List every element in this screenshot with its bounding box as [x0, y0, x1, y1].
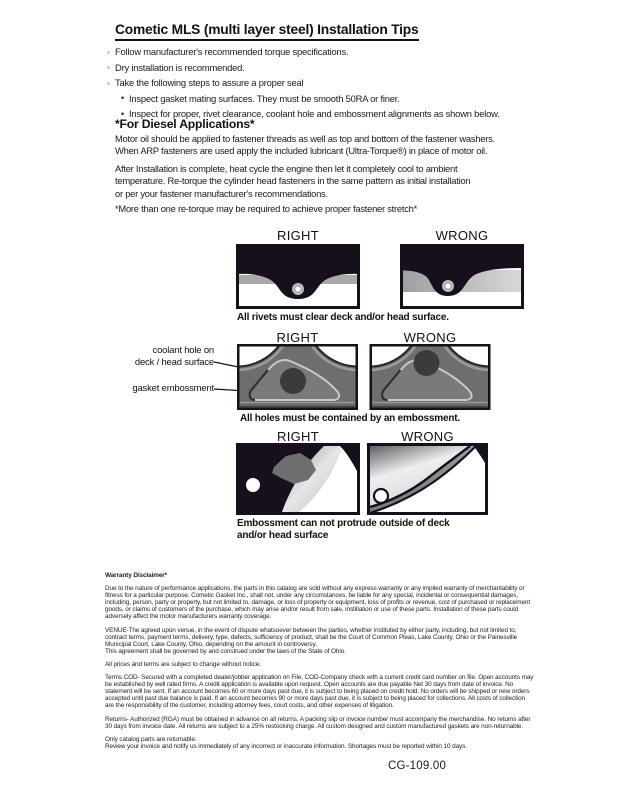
text-line: When ARP fasteners are used apply the included lubricant (Ultra-Torque®) in place of motor oil. — [115, 145, 488, 157]
bolt-hole — [246, 478, 260, 492]
caption-line: and/or head surface — [237, 530, 329, 541]
text-line: After Installation is complete, heat cycle the engine then let it completely cool to ambient — [115, 163, 458, 174]
filled-bullet-marker: • — [121, 108, 124, 119]
page-title: Cometic MLS (multi layer steel) Installation Tips — [115, 22, 419, 41]
text-line: Only catalog parts are returnable. — [105, 735, 197, 743]
coolant-hole — [414, 350, 440, 376]
deck-white — [403, 292, 521, 306]
text-line: Returns- Authorized (RGA) must be obtained in advance on all returns. A packing slip or invoice number must accompany the merchandise. No returns after — [105, 715, 531, 723]
diagram-embossment-right — [237, 344, 358, 410]
coolant-hole-callout — [118, 345, 214, 368]
tip-text: Follow manufacturer's recommended torque specifications. — [115, 46, 349, 57]
text-line: are the responsibility of the customer, including attorney fees, court costs, and other expenses of litigation. — [105, 702, 394, 710]
row2-caption: All holes must be contained by an embossment. — [240, 413, 460, 424]
row3-wrong-label: WRONG — [401, 429, 454, 444]
filled-bullet-marker: • — [121, 93, 124, 103]
text-line: 30 days from invoice date. All returns are subject to a 25% restocking charge. All custom designed and custom manufactured gaskets are non-returnable. — [105, 722, 524, 730]
row1-wrong-label: WRONG — [435, 228, 489, 243]
diesel-paragraph-2 — [115, 163, 470, 200]
legal-paragraph-terms — [105, 674, 542, 709]
row1-caption: All rivets must clear deck and/or head surface. — [237, 312, 449, 323]
tip-item — [107, 75, 500, 91]
text-line: accepted until past due balance is paid. If an account becomes 90 or more days past due, it is subject to being placed for collections. All costs of collection — [105, 695, 525, 703]
retorque-note: *More than one re-torque may be required to achieve proper fastener stretch* — [115, 203, 418, 214]
legal-paragraph-warranty — [105, 585, 542, 620]
open-bullet-marker: ◦ — [107, 63, 110, 72]
page-code: CG-109.00 — [388, 760, 447, 772]
text-line: Motor oil should be applied to fastener threads as well as top and bottom of the fastener washers. — [115, 133, 495, 144]
text-line: or per your fastener manufacturer's recommendations. — [115, 187, 328, 199]
row3-caption — [237, 518, 450, 542]
text-line: VENUE-The agreed upon venue, in the event of dispute whatsoever between the parties, whether instituted by either party, including, but not limited to, — [105, 626, 517, 634]
text-line: Review your invoice and notify us immediately of any incorrect or inaccurate information. Shortages must be reported within 10 days. — [105, 742, 467, 750]
row3-right-label: RIGHT — [277, 429, 319, 444]
text-line: Municipal Court, Lake County, Ohio, depending on the amount in controversy. — [105, 640, 317, 648]
bolt-hole — [374, 489, 388, 503]
rivet-center — [295, 286, 301, 292]
diagram-protrusion-right — [236, 443, 360, 515]
legal-paragraph-venue — [105, 627, 542, 655]
gasket-embossment-callout: gasket embossment — [132, 383, 214, 394]
tip-text: Inspect gasket mating surfaces. They must be smooth 50RA or finer. — [129, 92, 400, 104]
coolant-hole — [280, 368, 306, 394]
tip-item — [107, 60, 500, 76]
tip-item — [107, 44, 500, 60]
diagram-rivet-wrong — [400, 244, 524, 309]
diesel-section-heading: *For Diesel Applications* — [115, 117, 255, 131]
tip-text: Dry installation is recommended. — [115, 61, 245, 73]
row2-wrong-label: WRONG — [403, 330, 457, 345]
legal-paragraph-returns — [105, 716, 542, 730]
row1-right-label: RIGHT — [277, 228, 319, 243]
diesel-paragraph-1 — [115, 133, 495, 158]
legal-paragraph-catalog — [105, 736, 542, 750]
callout-text: coolant hole on — [152, 345, 214, 356]
text-line: contract terms, payment terms, delivery, type, defects, sufficiency of product, shall be the Court of Common Pleas, Lake County, Ohio or the Painesville — [105, 633, 518, 641]
warranty-heading: Warranty Disclaimer* — [105, 572, 168, 579]
open-bullet-marker: ◦ — [107, 47, 110, 57]
callout-text: deck / head surface — [134, 356, 214, 368]
text-line: Due to the nature of performance applications, the parts in this catalog are sold without any express warranty or any implied warranty of merchantability or — [105, 585, 525, 593]
text-line: Terms COD- Secured with a completed dealer/jobber application on File, COD-Company check with a current credit card number on file. Open accounts may — [105, 674, 534, 682]
caption-line: Embossment can not protrude outside of deck — [237, 518, 450, 529]
text-line: be established by well rated firms. A credit application is available upon request. Open accounts are due payable Net 30 days from date of invoice. No — [105, 681, 514, 689]
open-bullet-marker: ◦ — [107, 78, 110, 88]
tips-list — [107, 44, 500, 122]
text-line: adversely affect the motor manufacturers warranty coverage. — [105, 613, 272, 621]
text-line: goods, or claims of customers of the purchase, which may arise and/or result from sale, instillation or use of these parts. Installation of these parts could — [105, 606, 519, 614]
tip-text: Inspect for proper, rivet clearance, coolant hole and embossment alignments as shown below. — [129, 108, 500, 119]
text-line: fitness for a particular purpose. Cometic Gasket Inc., shall not, under any circumstances, be liable for any special, incidental or consequential damages, — [105, 592, 518, 600]
diagram-embossment-wrong — [368, 344, 492, 410]
text-line: including, person, party or property, but not limited to, damage, or loss of property or equipment, loss of profits or revenue, cost of purchased or replacement — [105, 599, 531, 607]
text-line: All prices and terms are subject to change without notice. — [105, 660, 261, 668]
tip-subitem — [107, 91, 500, 107]
diagram-protrusion-wrong — [367, 443, 488, 515]
text-line: temperature. Re-torque the cylinder head fasteners in the same pattern as initial installation — [115, 175, 471, 187]
warranty-disclaimer — [105, 572, 542, 756]
rivet-center — [445, 283, 451, 289]
text-line: statement will be sent. If an account becomes 60 or more days past due, it is subject to being placed on credit hold. No orders will be shipped or new orders — [105, 688, 530, 696]
diagram-rivet-right — [236, 244, 360, 309]
row2-right-label: RIGHT — [276, 330, 319, 345]
legal-paragraph-prices — [105, 661, 542, 668]
text-line: This agreement shall be governed by and construed under the laws of the State of Ohio. — [105, 647, 346, 655]
tip-text: Take the following steps to assure a proper seal — [115, 77, 304, 88]
